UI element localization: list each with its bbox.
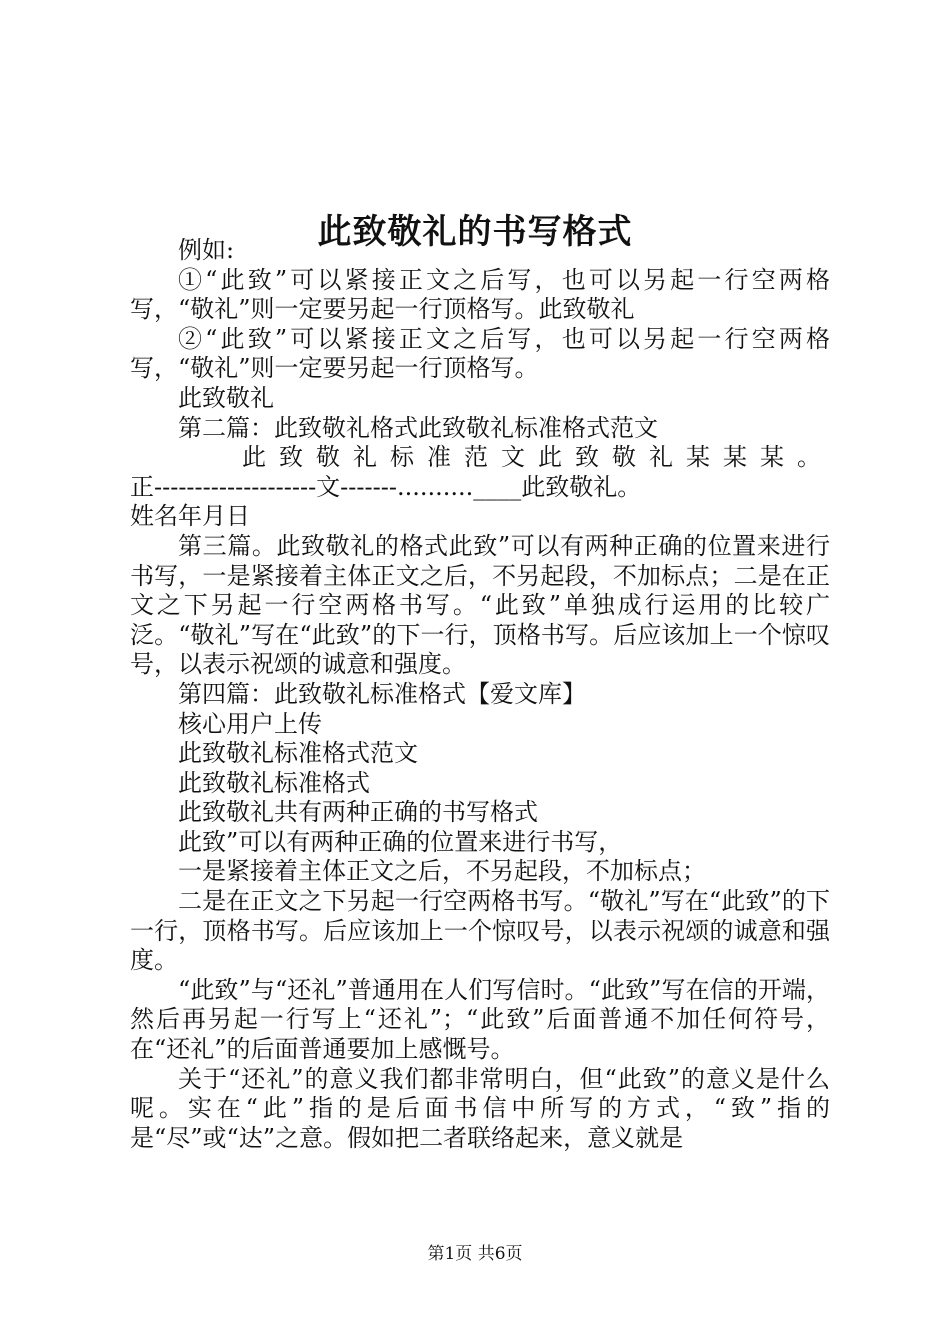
paragraph: 第三篇。此致敬礼的格式此致”可以有两种正确的位置来进行书写，一是紧接着主体正文之后，不另起段，不加标点；二是在正文之下另起一行空两格书写。“此致”单独成行运用的比较广泛。“敬礼”写在“此致”的下一行，顶格书写。后应该加上一个惊叹号，以表示祝颂的诚意和强度。 [130,531,830,679]
paragraph: ②“此致”可以紧接正文之后写，也可以另起一行空两格写，“敬礼”则一定要另起一行顶格写。 [130,324,830,383]
paragraph: 例如: [178,236,235,264]
paragraph: 关于“还礼”的意义我们都非常明白，但“此致”的意义是什么呢。实在“此”指的是后面书信中所写的方式，“致”指的是“尽”或“达”之意。假如把二者联络起来，意义就是 [130,1064,830,1152]
page-footer: 第1页 共6页 [427,1244,523,1264]
paragraph: 此致敬礼标准格式 [178,768,370,797]
paragraph: 正--------------------文-------..........____此致敬礼。 [130,472,642,501]
section-heading: 第四篇：此致敬礼标准格式【爱文库】 [178,679,586,708]
paragraph: 此致敬礼标准格式范文 [178,739,418,768]
section-heading: 第二篇：此致敬礼格式此致敬礼标准格式范文 [178,413,658,442]
paragraph: “此致”与“还礼”普通用在人们写信时。“此致”写在信的开端，然后再另起一行写上“还礼”；“此致”后面普通不加任何符号，在“还礼”的后面普通要加上感慨号。 [130,975,830,1064]
paragraph: 此致敬礼 [178,383,274,412]
paragraph: 核心用户上传 [178,709,322,738]
paragraph: 一是紧接着主体正文之后，不另起段，不加标点； [178,857,706,886]
paragraph: ①“此致”可以紧接正文之后写，也可以另起一行空两格写，“敬礼”则一定要另起一行顶格写。此致敬礼 [130,265,830,324]
document-title: 此致敬礼的书写格式 [317,211,633,252]
paragraph: 此致敬礼共有两种正确的书写格式 [178,798,538,827]
document-body [130,236,834,1153]
paragraph: 姓名年月日 [130,502,250,531]
paragraph: 此致”可以有两种正确的位置来进行书写， [178,827,623,856]
paragraph: 二是在正文之下另起一行空两格书写。“敬礼”写在“此致”的下一行，顶格书写。后应该加上一个惊叹号，以表示祝颂的诚意和强度。 [130,887,830,975]
spaced-line: 此致敬礼标准范文此致敬礼某某某。 [242,443,834,472]
